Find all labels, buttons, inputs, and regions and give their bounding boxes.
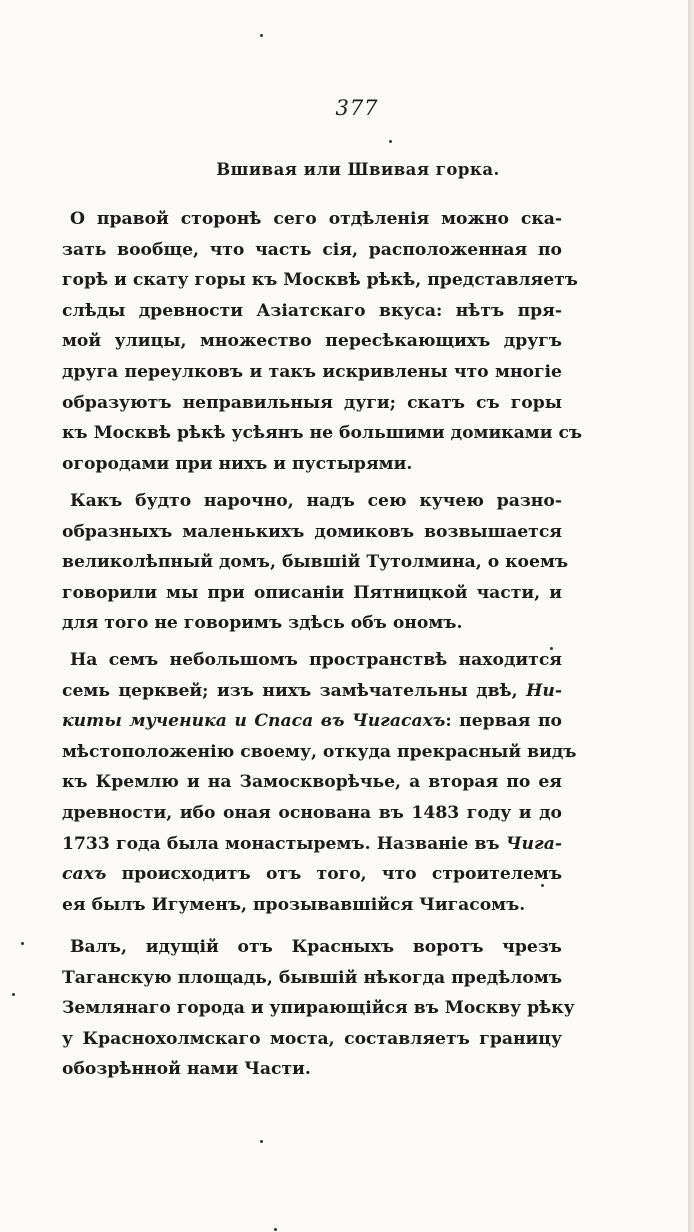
italic-name: киты мученика и Спаса въ Чигасахъ (62, 711, 446, 732)
print-speck (550, 647, 553, 650)
text-line: Таганскую площадь, бывшій нѣкогда предѣломъ (62, 967, 562, 988)
text-line: для того не говоримъ здѣсь объ ономъ. (62, 613, 463, 634)
text-line: О правой сторонѣ сего отдѣленія можно ска- (70, 209, 562, 229)
text-line: На семъ небольшомъ пространствѣ находится (70, 650, 562, 670)
paragraph-3 (62, 645, 577, 920)
text-line: Валъ, идущій отъ Красныхъ воротъ чрезъ (70, 937, 562, 957)
text-line: къ Кремлю и на Замоскворѣчье, а вторая по ея (62, 772, 562, 793)
italic-name: Чига- (505, 833, 562, 854)
italic-name: сахъ (62, 864, 107, 885)
print-speck (260, 1140, 263, 1143)
text-line: огородами при нихъ и пустырями. (62, 453, 413, 474)
text-segment: 1733 года была монастыремъ. Названіе въ (62, 833, 500, 854)
text-segment: семь церквей; изъ нихъ замѣчательны двѣ, (62, 680, 518, 701)
italic-name: Ни- (526, 680, 563, 701)
text-line: ея былъ Игуменъ, прозывавшійся Чигасомъ. (62, 894, 526, 915)
paragraph-1 (62, 204, 583, 479)
text-line: мой улицы, множество пересѣкающихъ другъ (62, 331, 562, 352)
paragraph-4 (62, 932, 575, 1085)
text-line: горѣ и скату горы къ Москвѣ рѣкѣ, представляетъ (62, 270, 578, 291)
text-line: образуютъ неправильныя дуги; скатъ съ горы (62, 392, 562, 413)
print-speck (541, 884, 544, 887)
print-speck (260, 34, 263, 37)
page-edge (688, 0, 694, 1232)
text-segment: происходитъ отъ того, что строителемъ (121, 864, 562, 885)
text-line: древности, ибо оная основана въ 1483 году и до (62, 802, 562, 823)
text-line: Какъ будто нарочно, надъ сею кучею разно- (70, 491, 562, 511)
print-speck (12, 993, 15, 996)
text-segment: : первая по (445, 711, 562, 732)
text-line (62, 676, 562, 707)
text-line: зать вообще, что часть сія, расположенная по (62, 239, 562, 260)
text-line: образныхъ маленькихъ домиковъ возвышается (62, 521, 562, 542)
text-line (62, 829, 562, 860)
text-line: мѣстоположенію своему, откуда прекрасный видъ (62, 741, 577, 762)
print-speck (21, 942, 24, 945)
section-title: Вшивая или Швивая горка. (216, 160, 500, 179)
text-line: у Краснохолмскаго моста, составляетъ границу (62, 1028, 562, 1049)
page-number: 377 (335, 96, 379, 120)
text-line: великолѣпный домъ, бывшій Тутолмина, о коемъ (62, 552, 569, 573)
text-line: Землянаго города и упирающійся въ Москву рѣку (62, 998, 575, 1019)
print-speck (389, 140, 392, 143)
text-line (62, 706, 562, 737)
print-speck (274, 1228, 277, 1231)
text-line: обозрѣнной нами Части. (62, 1059, 311, 1080)
text-line: къ Москвѣ рѣкѣ усѣянъ не большими домиками съ (62, 423, 583, 444)
text-line: друга переулковъ и такъ искривлены что многіе (62, 361, 562, 382)
text-line (62, 859, 562, 890)
text-line: говорили мы при описаніи Пятницкой части, и (62, 582, 562, 603)
text-line: слѣды древности Азіатскаго вкуса: нѣтъ пря- (62, 300, 562, 321)
paragraph-2 (62, 486, 569, 639)
